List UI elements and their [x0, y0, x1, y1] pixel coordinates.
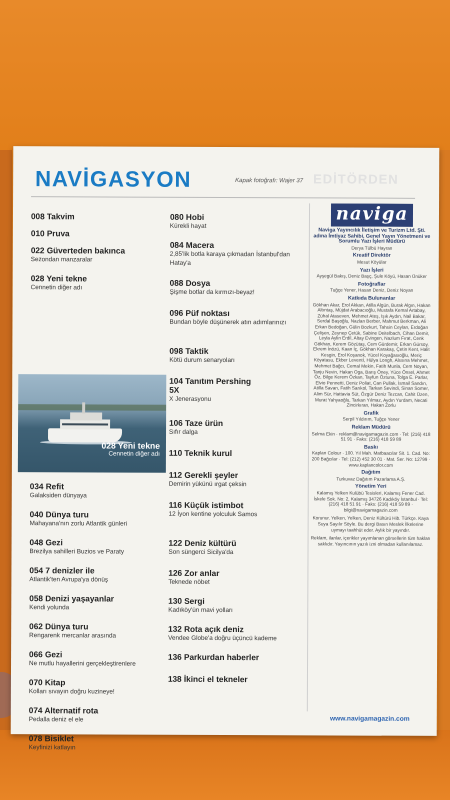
toc-entry-desc: 12 İyon kentine yolculuk Samos: [168, 510, 258, 519]
masthead-section: [311, 425, 431, 442]
toc-entry-title: 048 Gezi: [29, 538, 63, 548]
photo-caption: [101, 440, 160, 457]
toc-entry-title: 070 Kitap: [28, 678, 66, 688]
toc-entry-desc: Kadıköy'ün mavi yolları: [168, 606, 233, 615]
masthead-section-body: Kalamış Yelken Kulübü Tesisleri, Kalamış Fener Cad. İskele Sok. No: 2, Kalamış 34726 Kadıköy İstanbul · Tel: (216) 418 51 91 · Faks: (216) 418 59 89 · bilgi@navigamagazin.com: [313, 490, 428, 513]
masthead-section: [311, 516, 431, 533]
toc-entry-desc: Brezilya sahilleri Buzios ve Paraty: [29, 548, 125, 556]
distant-shore: [18, 404, 166, 411]
toc-entry-title: 022 Güverteden bakınca: [30, 246, 126, 256]
toc-entry: [29, 566, 169, 585]
toc-entry-title: 138 İkinci el tekneler: [167, 674, 248, 685]
masthead-section: [312, 268, 432, 280]
toc-entry-desc: Kötü durum senaryoları: [169, 356, 235, 365]
toc-entry-desc: Keyfinizi katlayın: [28, 744, 76, 752]
page-title: NAVİGASYON: [35, 166, 192, 192]
toc-entry: [29, 594, 169, 613]
toc-entry: [29, 622, 169, 641]
toc-entry-desc: Mahayana'nın zorlu Atlantik günleri: [29, 520, 128, 528]
toc-entry-title: 080 Hobi: [169, 212, 205, 222]
toc-entry: [168, 653, 308, 663]
toc-entry-title: 112 Gerekli şeyler: [168, 470, 239, 481]
toc-entry-title: 028 Yeni tekne: [30, 274, 88, 284]
masthead-section-body: Turkuvaz Dağıtım Pazarlama A.Ş.: [336, 476, 406, 482]
toc-entry: [169, 377, 309, 405]
toc-right-column: [167, 212, 310, 685]
masthead-section: [311, 471, 431, 483]
masthead-section: [312, 282, 432, 294]
toc-entry-desc: Sıfır dalga: [169, 428, 198, 436]
toc-entry-desc: Rengarenk mercanlar arasında: [29, 632, 116, 640]
toc-entry-title: 034 Refit: [29, 482, 64, 492]
toc-entry-title: 084 Macera: [169, 240, 215, 250]
toc-entry-title: 008 Takvim: [30, 212, 75, 222]
masthead-section-head: Baskı: [364, 444, 378, 451]
masthead-section-body: Ayşegül Bakış, Deniz Başç, Şule Köyü, Hasan Ünüker: [316, 273, 427, 280]
masthead-section-body: Gökhan Akar, Erol Akkan, Atilla Algün, Burak Algın, Hakan Altıntaş, Müjdat Arabacıoğlu, Mustafa Kemal Artabay, Zühal Ataseven, Mehmet Ateş, Işık Aydın, Nail Bakar, Serdal Başoğlu, Nazlan Berber, Mahmut Berkman, Ali Erkan Bedoğan, Gülin Bozkurt, Tahsin Ceylan, Erdoğan Çelişen, Zeynep Çetük, Sabine Deitelbach, Cihan Demir, Leyla Aylin Erdil, Altay Evingen, Nazlum Fırat, Cenk Gökhan, Kerem Gözütaş, Cem Gürdemir, Erkan Gürsoy, Ekrem İnözü, Kaan İç, Gökhan Karakaş, Çetin Kent, Halit Kesgin, Erol Koşanok, Yücel Koyağasıoğlu, Meriç Köyatasu, Ekber Leventİ, Hülya Longh, Alssına Mehmet, Mehmet Bağcı, Cemal Mekin, Fatih Munla, Cem Noyan, Tanju Nevin, Hakan Oga, Barış Öney, Yüce Önsel, Ahmet Öz, Bilge Kerem Özkan, Tayfun Öztuna, Tolga E. Parlar, Elvio Pennetti, Deniz Poliat, Can Pullak, İsmail Sandın, Atilla Savan, Fatih Sarıkol, Tarkan Sevindi, Sinan Somer, Alim Sür, Hattavia Süt, Özgür Deniz Tezcan, Cahit Üzen, Murat Yahyaoğlu, Tarkan Yılmaz, Aydın Yurdam, Necati Zincirkıran, Hakan Zorlu: [312, 301, 431, 408]
masthead-section-body: Serpil Yıldırım, Tuğçe Yener: [342, 416, 400, 423]
toc-entry: [29, 538, 169, 557]
masthead-legal-note: Korunur. Yelken, Yelken, Deniz Kültürü Hib. Türkçe. Kaya Suya Sayılır Söyle. Bu dergi Basın Meslek İlkelerine uymayı taahhüt eder. Aylık bir yayındır.: [312, 515, 429, 533]
toc-entry-desc: Kolları sıvayın doğru kuzineye!: [28, 688, 115, 696]
toc-entry-desc: Ne mutlu hayallerini gerçekleştirenlere: [29, 660, 136, 668]
masthead-section: [311, 411, 431, 423]
masthead-section-head: Yönetim Yeri: [355, 483, 387, 491]
masthead-publisher-name: Derya Tülbü Hayran: [351, 245, 393, 251]
masthead-section: [311, 485, 431, 513]
toc-entry: [30, 510, 170, 529]
title-divider: [31, 196, 415, 199]
toc-entry-desc: Cennetin diğer adı: [30, 284, 83, 292]
toc-entry-title: 130 Sergi: [168, 596, 205, 606]
masthead: [311, 203, 432, 547]
toc-entry-desc: Teknede nöbet: [168, 578, 210, 586]
ship-bridge: [70, 412, 102, 420]
toc-entry-desc: Kürekli hayat: [169, 222, 207, 230]
masthead-rights-note: Reklam, ilanlar, içerikler yayımlanan görsellerin tüm hakları saklıdır. Yayıncının yazılı izni olmadan kullanılamaz.: [310, 535, 431, 547]
toc-entry-title: 088 Dosya: [169, 278, 211, 288]
toc-entry-title: 078 Bisiklet: [28, 734, 74, 744]
toc-entry: [31, 212, 171, 222]
orange-background-top: [0, 0, 450, 150]
masthead-section: [311, 445, 431, 468]
masthead-section-head: Dağıtım: [361, 469, 381, 476]
toc-entry-title: 126 Zor anlar: [168, 568, 220, 578]
toc-entry-desc: Kendi yolunda: [29, 604, 70, 612]
ship-windows: [62, 423, 108, 425]
photo-credit: Kapak fotoğrafı: Wajer 37: [235, 178, 304, 185]
toc-entry-desc: Vendee Globe'a doğru üçüncü kademe: [168, 634, 277, 643]
toc-entry: [170, 241, 310, 269]
toc-entry-title: 104 Tanıtım Pershing 5X: [169, 376, 252, 395]
toc-entry-title: 136 Parkurdan haberler: [168, 652, 260, 663]
toc-entry: [170, 279, 310, 298]
toc-entry: [29, 706, 169, 725]
toc-entry-desc: Şişme botlar da kırmızı-beyaz!: [169, 288, 255, 297]
toc-entry-title: 040 Dünya turu: [29, 510, 89, 520]
toc-entry: [169, 449, 309, 459]
masthead-section-head: Grafik: [363, 410, 379, 417]
toc-entry-desc: Galaksiden dünyaya: [29, 492, 87, 500]
toc-entry: [169, 347, 309, 366]
masthead-section-head: Katkıda Bulunanlar: [347, 295, 396, 302]
toc-entry-title: 066 Gezi: [29, 650, 63, 660]
toc-entry-title: 054 7 denizler ile: [29, 566, 95, 576]
toc-entry-desc: Sezondan manzaralar: [30, 256, 93, 264]
masthead-section: [311, 535, 431, 547]
orange-background-right: [438, 150, 450, 730]
toc-entry-title: 132 Rota açık deniz: [168, 624, 244, 635]
toc-entry-desc: Bundan böyle düşünerek atın adımlarınızı: [169, 318, 287, 327]
masthead-section-body: Mesut Köyülar: [357, 259, 387, 265]
masthead-section-head: Reklam Müdürü: [351, 424, 391, 431]
masthead-section: [311, 296, 431, 408]
magazine-page: [11, 146, 440, 752]
ship-mast: [82, 402, 85, 413]
toc-entry-title: 110 Teknik kurul: [168, 448, 233, 459]
toc-entry-title: 106 Taze ürün: [169, 418, 224, 428]
toc-entry-title: 098 Taktik: [169, 346, 209, 356]
toc-entry-title: 116 Küçük istimbot: [168, 500, 244, 511]
toc-entry-title: 062 Dünya turu: [29, 622, 89, 632]
toc-entry: [168, 597, 308, 616]
toc-entry: [169, 471, 309, 490]
photo-caption-desc: Cennetin diğer adı: [108, 450, 160, 458]
toc-entry-desc: 2,85'lik botla karaya çıkmadan İstanbul'dan Hatay'a: [169, 250, 290, 267]
ghost-title: EDİTÖRDEN: [313, 171, 399, 187]
toc-entry: [29, 678, 169, 697]
masthead-section-body: Kaplan Colour · 100. Yıl Mah. Matbaacılar Sit. 1. Cad. No: 200 Bağcılar · Tel: (212) 452 30 01 · Mat. Ser. No: 12799 · www.kaplancolor.com: [311, 450, 431, 468]
website-link: www.navigamagazin.com: [329, 715, 410, 723]
yacht-photo: [18, 374, 166, 473]
toc-entry: [31, 246, 171, 265]
masthead-section-head: Kreatif Direktör: [352, 252, 391, 260]
masthead-section-head: Fotoğraflar: [357, 281, 386, 288]
toc-entry-title: 010 Pruva: [30, 229, 70, 239]
masthead-section-body: Selma Ekin · reklam@navigamagazin.com · Tel: (216) 418 51 91 · Faks: (216) 418 59 89: [311, 430, 431, 442]
toc-entry: [169, 419, 309, 438]
toc-entry-title: 122 Deniz kültürü: [168, 538, 237, 549]
toc-left-column: [28, 212, 171, 752]
toc-entry-desc: Son süngerci Sicilya'da: [168, 548, 234, 557]
toc-entry-title: 096 Püf noktası: [169, 308, 230, 319]
masthead-section: [312, 254, 432, 266]
toc-entry: [29, 734, 169, 753]
toc-entry-desc: Pedalla deniz el ele: [28, 716, 84, 724]
toc-entry: [168, 569, 308, 588]
toc-entry: [169, 501, 309, 520]
masthead-section-head: Yazı İşleri: [359, 267, 384, 274]
toc-entry-desc: Demirin yükünü ırgat çeksin: [168, 480, 247, 489]
toc-entry: [31, 274, 171, 293]
toc-entry-title: 074 Alternatif rota: [28, 706, 99, 716]
toc-entry: [168, 675, 308, 685]
toc-entry: [31, 229, 171, 239]
toc-entry: [168, 539, 308, 558]
toc-entry-desc: Atlantik'ten Avrupa'ya dönüş: [29, 576, 109, 584]
naviga-logo: naviga: [331, 203, 413, 226]
photo-caption-title: 028 Yeni tekne: [101, 440, 161, 451]
toc-entry: [29, 650, 169, 669]
masthead-section-body: Tuğçe Yener, Hasan Deniz, Deniz Noyan: [330, 287, 414, 294]
toc-entry-desc: X Jenerasyonu: [169, 395, 212, 403]
toc-entry: [168, 625, 308, 644]
masthead-publisher: Naviga Yayıncılık İletişim ve Turizm Ltd. Şti. adına İmtiyaz Sahibi, Genel Yayın Yönetmeni ve Sorumlu Yazı İşleri Müdürü: [313, 227, 431, 245]
toc-entry: [169, 309, 309, 328]
toc-entry: [170, 213, 310, 232]
toc-entry-title: 058 Denizi yaşayanlar: [29, 594, 115, 604]
toc-entry: [30, 482, 170, 501]
